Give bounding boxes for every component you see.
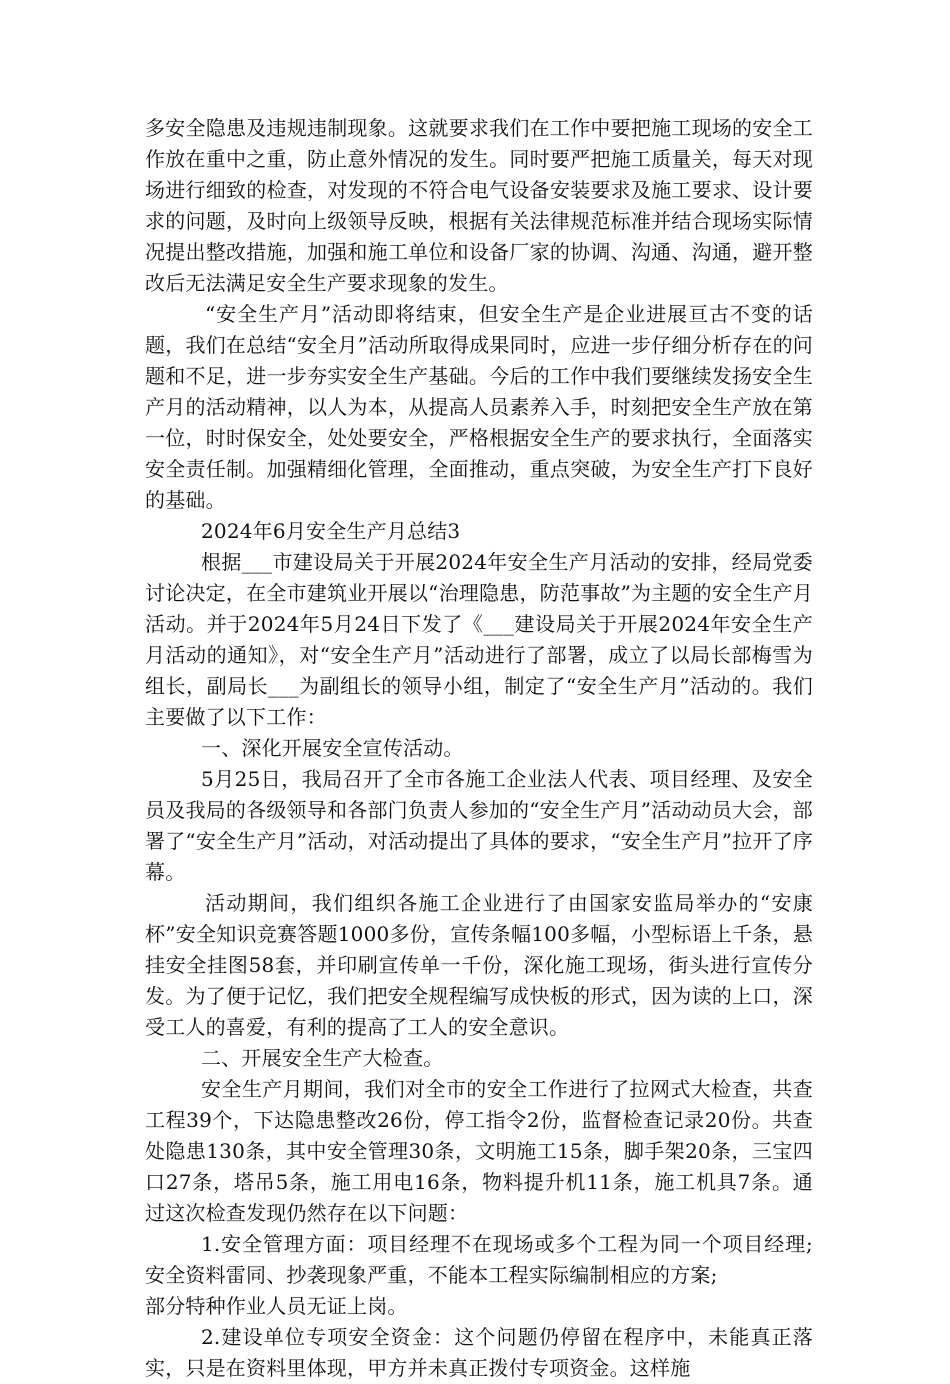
paragraph-mobilization-meeting: 5月25日，我局召开了全市各施工企业法人代表、项目经理、及安全员及我局的各级领导和各部门负责人参加的“安全生产月”活动动员大会，部署了“安全生产月”活动，对活动提出了具体的要求，“安全生产月”拉开了序幕。 xyxy=(145,767,813,884)
paragraph-activity-arrangement: 根据___市建设局关于开展2024年安全生产月活动的安排，经局党委讨论决定，在全市建筑业开展以“治理隐患，防范事故”为主题的安全生产月活动。并于2024年5月24日下发了《___建设局关于开展2024年安全生产月活动的通知》，对“安全生产月”活动进行了部署，成立了以局长部梅雪为组长，副局长___为副组长的领导小组，制定了“安全生产月”活动的。我们主要做了以下工作： xyxy=(145,550,813,729)
section-heading-summary-3: 2024年6月安全生产月总结3 xyxy=(201,519,461,543)
paragraph-inspection-results: 安全生产月期间，我们对全市的安全工作进行了拉网式大检查，共查工程39个，下达隐患整改26份，停工指令2份，监督检查记录20份。共查处隐患130条，其中安全管理30条，文明施工15条，脚手架20条，三宝四口27条，塔吊5条，施工用电16条，物料提升机11条，施工机具7条。通过这次检查发现仍然存在以下问题： xyxy=(145,1077,813,1225)
section-heading-inspection: 二、开展安全生产大检查。 xyxy=(201,1046,444,1070)
paragraph-safety-funds-issue: 2.建设单位专项安全资金：这个问题仍停留在程序中，未能真正落实，只是在资料里体现，甲方并未真正拨付专项资金。这样施 xyxy=(145,1325,813,1380)
paragraph-safety-management-issue: 1.安全管理方面：项目经理不在现场或多个工程为同一个项目经理;安全资料雷同、抄袭现象严重，不能本工程实际编制相应的方案; xyxy=(145,1232,813,1287)
document-body xyxy=(145,113,813,1384)
paragraph-continuation: 多安全隐患及违规违制现象。这就要求我们在工作中要把施工现场的安全工作放在重中之重，防止意外情况的发生。同时要严把施工质量关，每天对现场进行细致的检查，对发现的不符合电气设备安装要求及施工要求、设计要求的问题，及时向上级领导反映，根据有关法律规范标准并结合现场实际情况提出整改措施，加强和施工单位和设备厂家的协调、沟通、沟通，避开整改后无法满足安全生产要求现象的发生。 xyxy=(145,116,813,295)
paragraph-uncertified-workers: 部分特种作业人员无证上岗。 xyxy=(145,1294,408,1318)
paragraph-safety-month-ending: “安全生产月”活动即将结束，但安全生产是企业进展亘古不变的话题，我们在总结“安全月”活动所取得成果同时，应进一步仔细分析存在的问题和不足，进一步夯实安全生产基础。今后的工作中我们要继续发扬安全生产月的活动精神，以人为本，从提高人员素养入手，时刻把安全生产放在第一位，时时保安全，处处要安全，严格根据安全生产的要求执行，全面落实安全责任制。加强精细化管理，全面推动，重点突破，为安全生产打下良好的基础。 xyxy=(145,302,813,512)
paragraph-activity-period: 活动期间，我们组织各施工企业进行了由国家安监局举办的“安康杯”安全知识竞赛答题1000多份，宣传条幅100多幅，小型标语上千条，悬挂安全挂图58套，并印刷宣传单一千份，深化施工现场，街头进行宣传分发。为了便于记忆，我们把安全规程编写成快板的形式，因为读的上口，深受工人的喜爱，有利的提高了工人的安全意识。 xyxy=(145,891,813,1039)
section-heading-publicity: 一、深化开展安全宣传活动。 xyxy=(201,736,464,760)
